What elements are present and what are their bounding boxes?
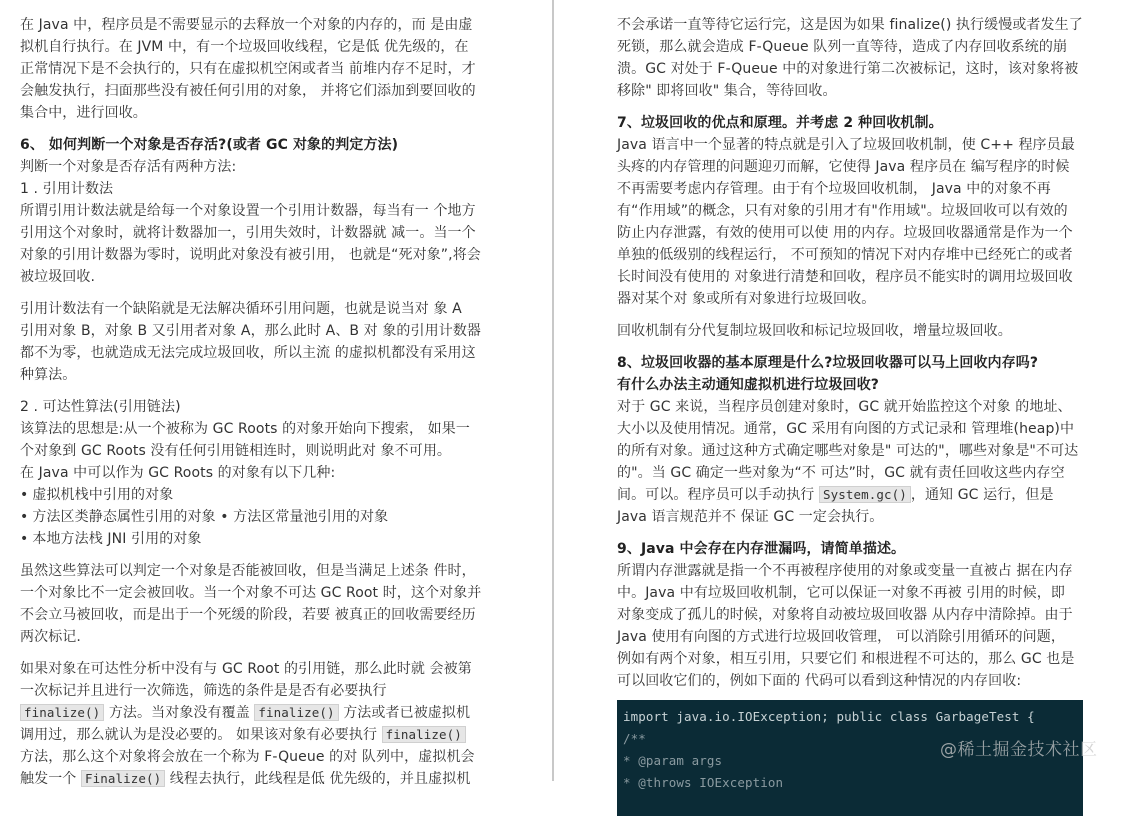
- text-line: 虽然这些算法可以判定一个对象是否能被回收，但是当满足上述条 件时，: [20, 563, 476, 579]
- text-line: 不再需要考虑内存管理。由于有个垃圾回收机制， Java 中的对象不再: [617, 181, 1051, 197]
- q8-paragraph: [617, 396, 1087, 528]
- text-line: 器对某个对 象或所有对象进行垃圾回收。: [617, 291, 876, 307]
- text-line: 一个对象比不一定会被回收。当一个对象不可达 GC Root 时，这个对象并: [20, 585, 482, 601]
- text-fragment: 方法。当对象没有覆盖: [104, 705, 255, 721]
- inline-code: finalize(): [20, 704, 104, 721]
- right-page: [555, 0, 1127, 790]
- text-line: 在 Java 中，程序员是不需要显示的去释放一个对象的内存的，而 是由虚: [20, 17, 473, 33]
- text-line: [20, 724, 490, 746]
- heading-line: 有什么办法主动通知虚拟机进行垃圾回收?: [617, 377, 880, 393]
- text-line: 如果对象在可达性分析中没有与 GC Root 的引用链，那么此时就 会被第: [20, 661, 472, 677]
- code-comment-line: /**: [623, 731, 646, 746]
- text-line: 集合中，进行回收。: [20, 105, 147, 121]
- method2-paragraph: [20, 396, 490, 550]
- q9-heading: 9、Java 中会存在内存泄漏吗，请简单描述。: [617, 541, 906, 557]
- text-line: 对象变成了孤儿的时候，对象将自动被垃圾回收器 从内存中清除掉。由于: [617, 607, 1073, 623]
- inline-code: Finalize(): [81, 770, 165, 787]
- text-line: 不会立马被回收，而是出于一个死缓的阶段，若要 被真正的回收需要经历: [20, 607, 476, 623]
- text-line: 有“作用域”的概念，只有对象的引用才有"作用域"。垃圾回收可以有效的: [617, 203, 1068, 219]
- text-fragment: 线程去执行，此线程是低 优先级的，并且虚拟机: [165, 771, 471, 787]
- heading-line: 8、垃圾回收器的基本原理是什么?垃圾回收器可以马上回收内存吗?: [617, 355, 1039, 371]
- text-line: 引用对象 B，对象 B 又引用者对象 A，那么此时 A、B 对 象的引用计数器: [20, 323, 482, 339]
- bullet-item: • 方法区类静态属性引用的对象 • 方法区常量池引用的对象: [20, 506, 490, 528]
- q7-paragraph: [617, 134, 1087, 310]
- finalize-continued-paragraph: [617, 14, 1087, 102]
- text-line: 死锁，那么就会造成 F-Queue 队列一直等待，造成了内存回收系统的崩: [617, 39, 1068, 55]
- text-line: 判断一个对象是否存活有两种方法:: [20, 159, 237, 175]
- text-line: 可以回收它们的，例如下面的 代码可以看到这种情况的内存回收:: [617, 673, 1022, 689]
- q9-paragraph: [617, 560, 1087, 692]
- bullet-item: • 本地方法栈 JNI 引用的对象: [20, 528, 490, 550]
- text-line: 两次标记.: [20, 629, 81, 645]
- text-line: 方法，那么这个对象将会放在一个称为 F-Queue 的对 队列中，虚拟机会: [20, 749, 475, 765]
- finalize-paragraph: [20, 658, 490, 790]
- text-line: 个对象到 GC Roots 没有任何引用链相连时，则说明此对 象不可用。: [20, 443, 452, 459]
- text-line: 的"。当 GC 确定一些对象为“不 可达”时，GC 就有责任回收这些内存空: [617, 465, 1065, 481]
- text-line: 头疼的内存管理的问题迎刃而解，它使得 Java 程序员在 编写程序的时候: [617, 159, 1070, 175]
- text-fragment: 调用过，那么就认为是没必要的。 如果该对象有必要执行: [20, 727, 382, 743]
- text-line: 大小以及使用情况。通常，GC 采用有向图的方式记录和 管理堆(heap)中: [617, 421, 1075, 437]
- text-line: 引用这个对象时，就将计数器加一，引用失效时，计数器就 减一。当一个: [20, 225, 476, 241]
- text-line: 正常情况下是不会执行的，只有在虚拟机空闲或者当 前堆内存不足时，才: [20, 61, 476, 77]
- text-line: 拟机自行执行。在 JVM 中，有一个垃圾回收线程，它是低 优先级的，在: [20, 39, 469, 55]
- method1-defect-paragraph: [20, 298, 490, 386]
- text-line: 对于 GC 来说，当程序员创建对象时，GC 就开始监控这个对象 的地址、: [617, 399, 1072, 415]
- text-line: Java 使用有向图的方式进行垃圾回收管理， 可以消除引用循环的问题，: [617, 629, 1065, 645]
- text-fragment: 触发一个: [20, 771, 81, 787]
- text-line: 移除" 即将回收" 集合，等待回收。: [617, 83, 837, 99]
- inline-code: System.gc(): [819, 486, 911, 503]
- text-line: Java 语言规范并不 保证 GC 一定会执行。: [617, 509, 884, 525]
- text-line: 种算法。: [20, 367, 77, 383]
- text-line: 在 Java 中可以作为 GC Roots 的对象有以下几种:: [20, 465, 336, 481]
- inline-code: finalize(): [382, 726, 466, 743]
- text-line: 溃。GC 对处于 F-Queue 中的对象进行第二次被标记，这时，该对象将被: [617, 61, 1079, 77]
- text-line: [20, 702, 490, 724]
- text-line: 都不为零，也就造成无法完成垃圾回收，所以主流 的虚拟机都没有采用这: [20, 345, 476, 361]
- text-line: 所谓引用计数法就是给每一个对象设置一个引用计数器，每当有一 个地方: [20, 203, 476, 219]
- code-comment-line: * @param args: [623, 753, 723, 768]
- text-line: [20, 768, 490, 790]
- text-line: 例如有两个对象，相互引用，只要它们 和根进程不可达的，那么 GC 也是: [617, 651, 1075, 667]
- text-line: 被垃圾回收.: [20, 269, 96, 285]
- text-line: 单独的低级别的线程运行， 不可预知的情况下对内存堆中已经死亡的或者: [617, 247, 1073, 263]
- text-line: Java 语言中一个显著的特点就是引入了垃圾回收机制，使 C++ 程序员最: [617, 137, 1075, 153]
- text-line: 一次标记并且进行一次筛选，筛选的条件是是否有必要执行: [20, 683, 387, 699]
- q7-heading: 7、垃圾回收的优点和原理。并考虑 2 种回收机制。: [617, 115, 943, 131]
- method1-paragraph: [20, 200, 490, 288]
- q8-heading: [617, 352, 1087, 396]
- left-page-content: [20, 14, 490, 800]
- q7-mechanisms: [617, 320, 1087, 342]
- text-line: 引用计数法有一个缺陷就是无法解决循环引用问题，也就是说当对 象 A: [20, 301, 462, 317]
- right-page-content: [617, 14, 1087, 816]
- text-line: 对象的引用计数器为零时，说明此对象没有被引用， 也就是“死对象”,将会: [20, 247, 481, 263]
- text-line: 该算法的思想是:从一个被称为 GC Roots 的对象开始向下搜索， 如果一: [20, 421, 470, 437]
- q6-heading: 6、 如何判断一个对象是否存活?(或者 GC 对象的判定方法): [20, 137, 399, 153]
- code-comment-line: * @throws IOException: [623, 775, 784, 790]
- text-line: 长时间没有使用的 对象进行清楚和回收，程序员不能实时的调用垃圾回收: [617, 269, 1073, 285]
- method2-title: 2 . 可达性算法(引用链法): [20, 399, 181, 415]
- text-fragment: 间。可以。程序员可以手动执行: [617, 487, 819, 503]
- text-line: 回收机制有分代复制垃圾回收和标记垃圾回收，增量垃圾回收。: [617, 323, 1012, 339]
- text-line: 不会承诺一直等待它运行完，这是因为如果 finalize() 执行缓慢或者发生了: [617, 17, 1083, 33]
- text-line: 的所有对象。通过这种方式确定哪些对象是" 可达的"，哪些对象是"不可达: [617, 443, 1079, 459]
- text-line: 所谓内存泄露就是指一个不再被程序使用的对象或变量一直被占 据在内存: [617, 563, 1073, 579]
- text-line: 会触发执行，扫面那些没有被任何引用的对象， 并将它们添加到要回收的: [20, 83, 476, 99]
- left-page: [0, 0, 553, 787]
- bullet-item: • 虚拟机栈中引用的对象: [20, 484, 490, 506]
- method1-title: 1 . 引用计数法: [20, 181, 114, 197]
- text-line: 防止内存泄露，有效的使用可以使 用的内存。垃圾回收器通常是作为一个: [617, 225, 1073, 241]
- q6-intro: [20, 156, 490, 200]
- watermark: @稀土掘金技术社区: [940, 740, 1098, 760]
- inline-code: finalize(): [254, 704, 338, 721]
- text-fragment: ，通知 GC 运行，但是: [910, 487, 1054, 503]
- text-line: 中。Java 中有垃圾回收机制，它可以保证一对象不再被 引用的时候，即: [617, 585, 1065, 601]
- not-collected-paragraph: [20, 560, 490, 648]
- code-line: import java.io.IOException; public class GarbageTest {: [623, 709, 1035, 724]
- page-divider: [552, 0, 554, 781]
- intro-paragraph: [20, 14, 490, 124]
- text-line: [617, 484, 1087, 506]
- text-fragment: 方法或者已被虚拟机: [338, 705, 471, 721]
